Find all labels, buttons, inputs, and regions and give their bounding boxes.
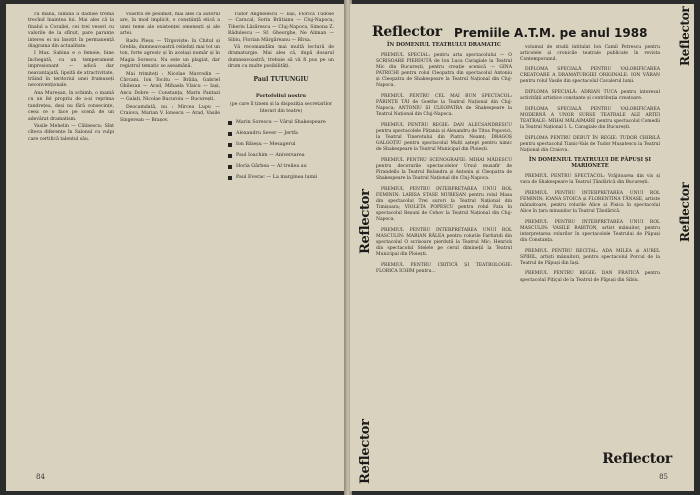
- prize-paragraph: DIPLOMA SPECIALĂ PENTRU VALORIFICAREA CREATOARE A DRAMATURGIEI ORIGINALE: ION VĂRAN pentru rolul Vasile din spectacolul Cavalerul lunii.: [520, 67, 660, 85]
- prize-paragraph: PREMIUL PENTRU RECITAL: ADA MILEA și AUREL SPIRIL, artiști mânuitori, pentru spectacolul Porcul de la Teatrul de Păpuși din Iași.: [520, 248, 660, 266]
- paragraph: Tudor Anghelescu — Iași, Florică Tudose — Caracal, Sorin Brătianu — Cluj-Napoca, Tiberiu Lăzărescu — Cluj-Napoca, Simona Z. Rădulescu — Sf. Gheorghe, Ne Aliman — Sibiu, Florian Mărgăreanu — Bîrsa.: [228, 12, 334, 43]
- portfolio-item: Marin Sorescu — Vărul Shakespeare: [228, 120, 334, 126]
- bullet-icon: [228, 154, 232, 158]
- left-column-1: [28, 12, 114, 452]
- bullet-icon: [228, 176, 232, 180]
- paragraph: Deocamdată, nu : Mircea Lupu — Craiova, Marian V. Ionescu — Arad, Vasile Singerean — Brașov.: [120, 104, 220, 123]
- prize-paragraph: PREMIUL PENTRU INTERPRETAREA UNUI ROL MASCULIN: VASILE RABITON, artist mânuitor, pentru interpretarea rolurilor în spectacolele Teatrului de Păpuși din Constanța.: [520, 219, 660, 244]
- section-title: ÎN DOMENIUL TEATRULUI DE PĂPUȘI ȘI MARIONETE: [529, 156, 651, 170]
- prize-paragraph: PREMIUL PENTRU SPECTACOL: Vrăjitoarea din vis și vara de Shakespeare la Teatrul Țăndărică din București.: [520, 174, 660, 186]
- paragraph: Ana Mureșan, în schimb, o mamă cu un fel propriu de a-și reprima tandrețea, deși nu fără consecințe, ceea ce o face pe scenă de un adevărat dramatism.: [28, 90, 114, 122]
- portfolio-item: Alexandru Sever — Jertfa: [228, 131, 334, 137]
- right-page: [350, 4, 694, 491]
- paragraph: Vă recomandăm mai multă lectură de dramaturgie. Mai ales că, după dosarul dumneavoastră, trebuie să vă fi pus pe un drum cu multe posibilități.: [228, 45, 334, 70]
- portfolio-item: Horia Gârbea — Al treilea au: [228, 164, 334, 170]
- reflector-footer: Reflector: [602, 451, 672, 467]
- prize-paragraph: volumul de studii intitulat Ion Camil Petrescu pentru articolele și cronicile teatrale publicate în revista Contemporanul.: [520, 44, 660, 62]
- paragraph: Radu Pleșu — Tîrgoviște: în Chitul și Grebla, dumneavoastră reliefați mai tot un ton, forte agresiv și în același număr și în Magia Sorescu. Nu este un plagiat, dar registrul tematic se aseamănă.: [120, 38, 220, 70]
- left-column-2: [120, 12, 220, 452]
- portfolio-title: Portofoliul nostru: [255, 93, 307, 100]
- reflector-side-label: Reflector: [358, 419, 373, 484]
- page-title: Premiile A.T.M. pe anul 1988: [454, 26, 648, 40]
- portfolio-item: Paul Everac — La marginea lumii: [228, 175, 334, 181]
- prize-paragraph: PREMIUL PENTRU REGIE: DAN FRATICĂ pentru spectacolul Pițiçul de la Teatrul de Păpuși din Sibiu.: [520, 271, 660, 283]
- bullet-icon: [228, 165, 232, 169]
- paragraph: I Max. Sabina e o femeie, bine închegată, cu un temperament impresionant — adică dar neavantajată, lipsită de atractivitate, trăind în teritoriul unei frumuseți neconvenționale.: [28, 51, 114, 89]
- right-column-2: [520, 40, 660, 455]
- section-title: ÎN DOMENIUL TEATRULUI DRAMATIC: [387, 42, 501, 48]
- prize-paragraph: PREMIUL PENTRU CEL MAI BUN SPECTACOL: PĂRINȚII TĂI de Goethe la Teatrul Național din Cluj-Napoca; ANTONIU ȘI CLEOPATRA de Shakespeare la Teatrul Național din Cluj-Napoca.: [376, 93, 512, 118]
- bullet-icon: [228, 132, 232, 136]
- reflector-side-label: Reflector: [358, 189, 373, 254]
- prize-paragraph: PREMIUL PENTRU REGIE: DAN ALECSANDRESCU pentru spectacolele Pățania și Alexandru de Titus Popovici, la Teatrul Tineretului din Piatra Neamț; DRAGOȘ GALGOȚIU pentru spectacolul Mulți aștept pentru nimic de Shakespeare la Teatrul Municipal din Ploiești.: [376, 122, 512, 153]
- page-number-right: 85: [659, 473, 668, 481]
- reflector-side-label: Reflector: [678, 6, 692, 66]
- left-page: [6, 4, 347, 491]
- paragraph: Vasile Mehelin — Călinescu: Sînt cîteva diferențe în Salonul cu vulpi care certifică talentul său.: [28, 123, 114, 142]
- page-number-left: 84: [36, 473, 45, 481]
- prize-paragraph: PREMIUL PENTRU CRITICĂ ȘI TEATROLOGIE: FLORICA ICHIM pentru...: [376, 262, 512, 274]
- paragraph: Mai trimiteți : Nicolae Mavrodin — Cărcani, Ion Tocitu — Brăila, Gabriel Ghilezan — Arad, Mihaela Vlaicu — Iași, Anca Dobre — Constanța, Marin Pantazi — Galați, Nicolae Bucuroiu — București.: [120, 71, 220, 103]
- prize-paragraph: PREMIUL PENTRU INTERPRETAREA UNUI ROL MASCULIN: MARIAN RĂLEA pentru rolurile Farfuridi din spectacolul O scrisoare pierdută la Teatrul Mic; Henrick din spectacolul Stelele pe cerul dimineții la Teatrul Municipal din Ploiești.: [376, 227, 512, 258]
- left-column-3: [228, 12, 334, 452]
- prize-paragraph: DIPLOMA PENTRU DEBUT ÎN REGIE: TUDOR CHIRILĂ pentru spectacolul Tianic-Vals de Tudor Mușatescu la Teatrul Național din Craiova.: [520, 135, 660, 153]
- prize-paragraph: PREMIUL SPECIAL: pentru arta spectacolului — O SCRISOARE PIERDUTĂ de Ion Luca Caragiale la Teatrul Mic din București, pentru creație scenică — GINA PATRICHI pentru rolul Cleopatra din spectacolul Antoniu și Cleopatra de Shakespeare la Teatrul Național din Cluj-Napoca.: [376, 52, 512, 89]
- prize-paragraph: PREMIUL PENTRU SCENOGRAFIE: MIHAI MĂDESCU pentru decorurile spectacolelor Ursul musafir de Pirandello la Teatrul Bulandra și Antoniu și Cleopatra de Shakespeare la Teatrul Național din Cluj-Napoca.: [376, 157, 512, 182]
- reflector-side-label: Reflector: [678, 182, 692, 242]
- prize-paragraph: DIPLOMA SPECIALĂ: ADRIAN TUCA pentru interesul activității artistice constante și contribuția creatoare.: [520, 90, 660, 102]
- bullet-icon: [228, 143, 232, 147]
- prize-paragraph: DIPLOMA SPECIALĂ PENTRU VALORIFICAREA MODERNĂ A UNOR SURSE TEATRALE ALE ARTEI TEATRALE: MIHAI MĂLAIMARE pentru spectacolul Comedii la Teatrul Național I. L. Caragiale din București.: [520, 106, 660, 131]
- reflector-header: Reflector: [372, 24, 442, 40]
- portfolio-note: (pe care îl ținem și la dispoziția secretarilor literari din teatre): [230, 102, 332, 114]
- right-column-1: [376, 40, 512, 455]
- paragraph: voastră de pesimist, mai ales că autorul are, în mod implicit, o conștiință etică a unei teme ale existenței omenești și ale artei.: [120, 12, 220, 37]
- portfolio-item: Paul Ioachim — Aniversarea: [228, 153, 334, 159]
- bullet-icon: [228, 121, 232, 125]
- author-signature: Paul TUTUNGIU: [253, 75, 309, 83]
- prize-paragraph: PREMIUL PENTRU INTERPRETAREA UNUI ROL FEMININ: LARISA STASE MUREȘAN pentru rolul Masa din spectacolul Trei surori la Teatrul Național din Timișoara; VIOLETA POPESCU pentru rolul Fata în spectacolul Reșuni de Cehov la Teatrul Național din Cluj-Napoca.: [376, 186, 512, 223]
- portfolio-item: Ion Băieșu — Mesagerul: [228, 142, 334, 148]
- paragraph: cu mâna, lumina îi dăduse tremă trecînd înaintea lui. Mai ales că la finalul a Coraliei, cei trei veseri cu valorile de la sfîrșit, pare paranțe interes ei nu însoțit în permanență diagrama din actualitate.: [28, 12, 114, 50]
- prize-paragraph: PREMIUL PENTRU INTERPRETAREA UNUI ROL FEMININ: IOANA STOICA și FLORENTINA TĂNASE, artiste mânuitoare, pentru rolurile Alice și Pisica în spectacolul Alice în țara minunilor la Teatrul Țăndărică.: [520, 190, 660, 215]
